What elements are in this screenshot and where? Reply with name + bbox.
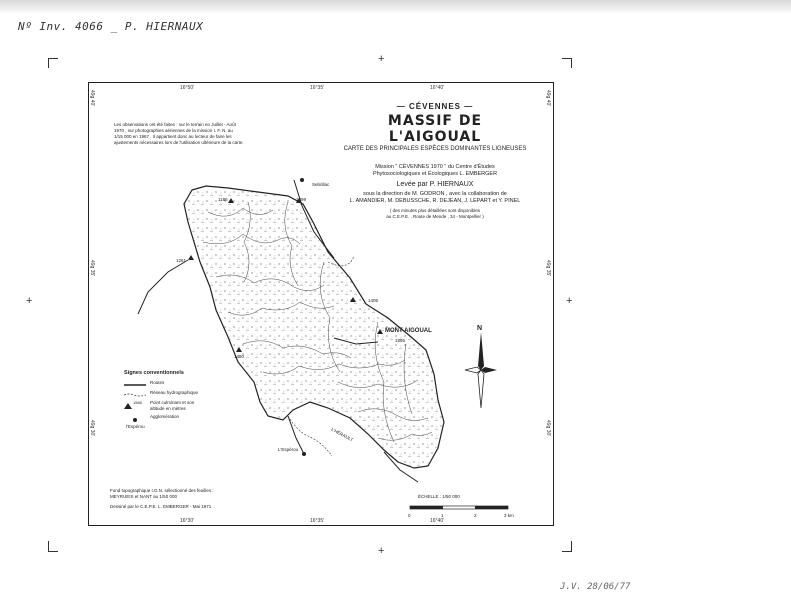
registration-cross-right: + xyxy=(566,295,573,307)
massif-outline xyxy=(184,186,444,468)
legend-item-label: Agglomération xyxy=(150,414,180,419)
peak-icon xyxy=(124,403,132,409)
graticule-right-3: 49g 30' xyxy=(545,420,551,437)
place-label-esperou: L'Espérou xyxy=(278,447,299,452)
graticule-top-1: 16°50' xyxy=(180,85,195,91)
graticule-bottom-3: 16°40' xyxy=(430,518,445,524)
scale-tick-2: 2 xyxy=(474,513,477,518)
graticule-bottom-1: 16°30' xyxy=(180,518,195,524)
scale-tick-1: 1 xyxy=(441,513,444,518)
map-title: MASSIF DE L'AIGOUAL xyxy=(387,113,483,145)
legend-title: Signes conventionnels xyxy=(124,370,184,376)
legend-item-label: Point culminant et son altitude en mètres xyxy=(150,400,195,411)
graticule-top-2: 16°35' xyxy=(310,85,325,91)
base-note xyxy=(110,488,230,510)
place-label-sebrillac: Sebrillac xyxy=(312,182,330,187)
direction-line-1: sous la direction de M. GODRON , avec la collaboration de xyxy=(363,191,507,197)
graticule-right-1: 49g 40' xyxy=(545,90,551,107)
peak-legend-code: 1565 xyxy=(133,400,142,405)
graticule-left-2: 49g 35' xyxy=(89,260,95,277)
town-esperou xyxy=(302,452,306,456)
graticule-top-3: 16°40' xyxy=(430,85,445,91)
scale-graphic xyxy=(406,504,516,512)
town-sebrillac xyxy=(300,178,304,182)
legend-town-example: l'Espérou xyxy=(126,424,145,429)
base-note-line: MEYRUEIS et NANT au 1/50 000 xyxy=(110,494,177,499)
surveyed-by: Levée par P. HIERNAUX xyxy=(396,181,474,188)
legend-item-town xyxy=(124,414,214,424)
region-title: — CÉVENNES — xyxy=(396,102,474,111)
handwritten-date: J.V. 28/06/77 xyxy=(560,582,631,592)
altitude-label-3: 1261 xyxy=(176,258,187,263)
graticule-left-3: 49g 30' xyxy=(89,420,95,437)
scale-tick-0: 0 xyxy=(408,513,411,518)
graticule-right-2: 49g 35' xyxy=(545,260,551,277)
observations-line: ajustements nécessaires lors de l'utilisation ultérieure de la carte. xyxy=(114,140,244,145)
legend-item-river xyxy=(124,390,214,400)
place-label-herault: L'HÉRAULT xyxy=(330,426,355,443)
base-note-line: Fond topographique I.G.N. sélectionné des feuilles : xyxy=(110,488,214,493)
north-label: N xyxy=(477,325,483,332)
observations-line: 1/15 000 en 1967 . Il appartient donc au lecteur de faire les xyxy=(114,134,232,139)
direction-line-2: L. AMANDIER, M. DEBUSSCHE, R. DEJEAN, J. LEPART et Y. PINEL xyxy=(349,198,521,204)
observations-line: 1970 , sur photographies aériennes de la mission I. F. N. au xyxy=(114,128,233,133)
road-icon xyxy=(124,383,146,387)
north-arrow xyxy=(465,332,497,408)
mission-line-2: Phytosociologiques et Écologiques L. EMBERGER xyxy=(372,171,498,177)
graticule-bottom-2: 16°35' xyxy=(310,518,325,524)
registration-cross-left: + xyxy=(26,295,33,307)
graticule-left-1: 49g 40' xyxy=(89,90,95,107)
registration-cross-top: + xyxy=(378,53,385,65)
legend-item-road xyxy=(124,380,214,390)
base-note-line: Dessiné par le C.E.P.E. L. EMBERGER - Mai 1971 xyxy=(110,504,212,509)
altitude-label-2: 1399 xyxy=(296,197,307,202)
minutes-line-2: au C.E.P.E. , Route de Mende , 34 - Montpellier ) xyxy=(386,214,484,219)
place-label-mont-aigoual: MONT AIGOUAL xyxy=(385,328,432,334)
place-label-mont-aigoual-altitude: 1565 xyxy=(395,338,406,343)
archive-number: Nº Inv. 4066 _ P. HIERNAUX xyxy=(18,20,204,33)
legend-item-label: Routes xyxy=(150,380,165,385)
legend xyxy=(124,370,214,430)
observations-line: Les observations ont été faites : sur le terrain en Juillet - Août xyxy=(114,122,236,127)
legend-item-label: Réseau hydrographique xyxy=(150,390,199,395)
legend-item-peak xyxy=(124,400,214,414)
map-subtitle: CARTE DES PRINCIPALES ESPÈCES DOMINANTES LIGNEUSES xyxy=(343,146,527,152)
mission-line-1: Mission " CÉVENNES 1970 " du Centre d'Études xyxy=(375,164,495,170)
registration-cross-bottom: + xyxy=(378,545,385,557)
altitude-label-4: 1490 xyxy=(234,354,245,359)
altitude-label-5: 1405 xyxy=(368,298,379,303)
scale-tick-3: 3 km xyxy=(504,513,514,518)
scale-bar xyxy=(406,494,516,524)
altitude-label-1: 1186 xyxy=(218,197,228,202)
massif-map xyxy=(88,82,554,526)
town-icon xyxy=(132,417,138,423)
scale-title: ÉCHELLE : 1/50 000 xyxy=(418,494,460,499)
minutes-line-1: ( des minutes plus détaillées sont disponibles xyxy=(389,208,481,213)
river-icon xyxy=(124,393,146,397)
scan-top-band xyxy=(0,0,791,14)
